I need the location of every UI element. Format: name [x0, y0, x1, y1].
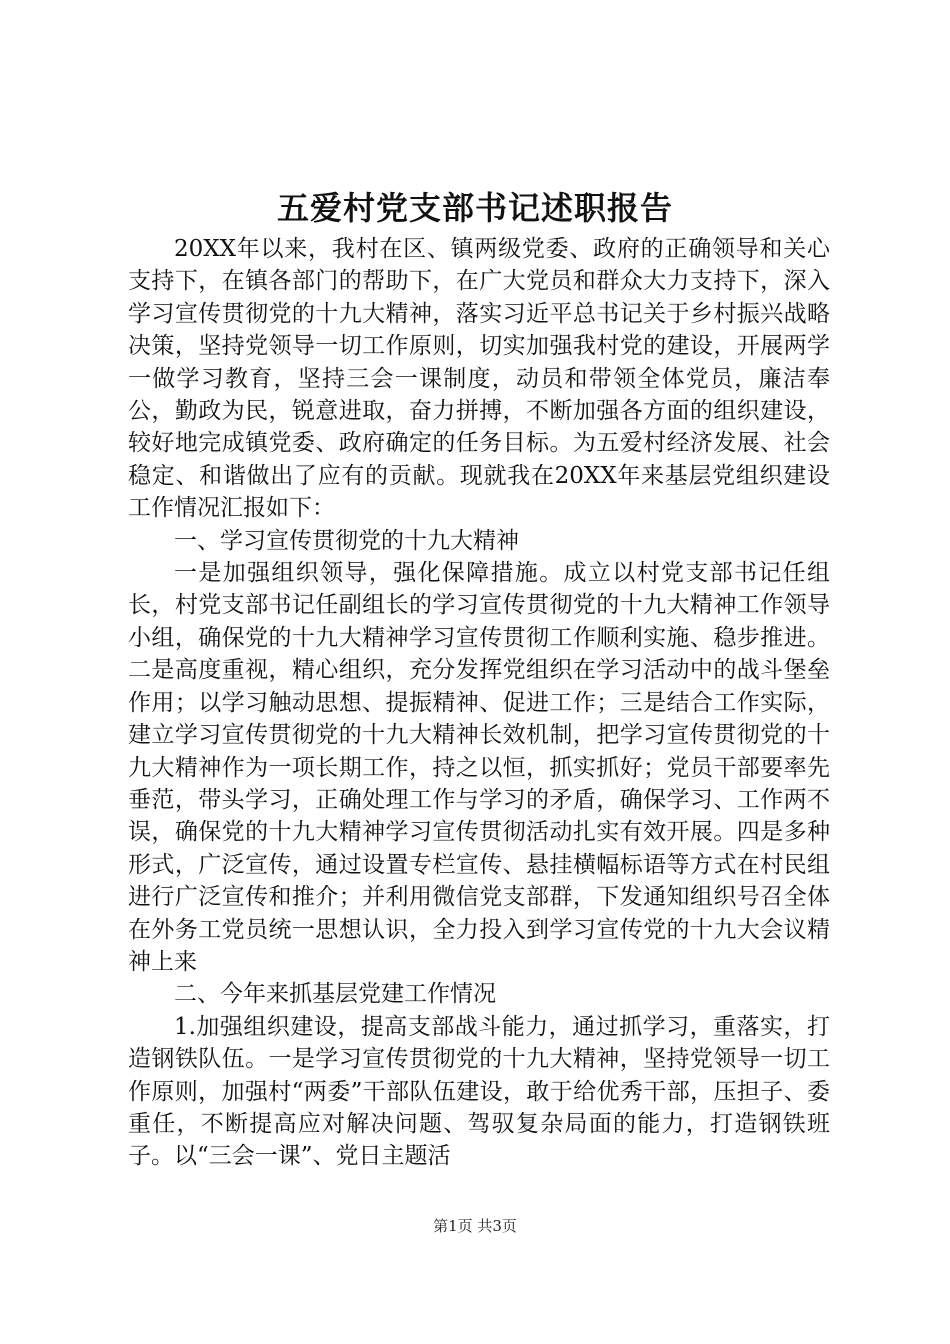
paragraph-intro: 20XX年以来，我村在区、镇两级党委、政府的正确领导和关心支持下，在镇各部门的帮助下，在广大党员和群众大力支持下，深入学习宣传贯彻党的十九大精神，落实习近平总书记关于乡村振兴战略决策，坚持党领导一切工作原则，切实加强我村党的建设，开展两学一做学习教育，坚持三会一课制度，动员和带领全体党员，廉洁奉公，勤政为民，锐意进取，奋力拼搏，不断加强各方面的组织建设，较好地完成镇党委、政府确定的任务目标。为五爱村经济发展、社会稳定、和谐做出了应有的贡献。现就我在20XX年来基层党组织建设工作情况汇报如下：	[128, 236, 830, 522]
page-footer: 第1页 共3页	[433, 1217, 517, 1235]
section-heading-2: 二、今年来抓基层党建工作情况	[174, 981, 496, 1008]
section-heading-1: 一、学习宣传贯彻党的十九大精神	[174, 527, 519, 554]
document-title: 五爱村党支部书记述职报告	[276, 189, 673, 227]
document-body	[128, 233, 830, 1173]
paragraph-section-2: 1.加强组织建设，提高支部战斗能力，通过抓学习，重落实，打造钢铁队伍。一是学习宣传贯彻党的十九大精神，坚持党领导一切工作原则，加强村“两委”干部队伍建设，敢于给优秀干部，压担子、委重任，不断提高应对解决问题、驾驭复杂局面的能力，打造钢铁班子。以“三会一课”、党日主题活	[128, 1013, 830, 1170]
paragraph-section-1: 一是加强组织领导，强化保障措施。成立以村党支部书记任组长，村党支部书记任副组长的学习宣传贯彻党的十九大精神工作领导小组，确保党的十九大精神学习宣传贯彻工作顺利实施、稳步推进。二是高度重视，精心组织，充分发挥党组织在学习活动中的战斗堡垒作用；以学习触动思想、提振精神、促进工作；三是结合工作实际，建立学习宣传贯彻党的十九大精神长效机制，把学习宣传贯彻党的十九大精神作为一项长期工作，持之以恒，抓实抓好；党员干部要率先垂范，带头学习，正确处理工作与学习的矛盾，确保学习、工作两不误，确保党的十九大精神学习宣传贯彻活动扎实有效开展。四是多种形式，广泛宣传，通过设置专栏宣传、悬挂横幅标语等方式在村民组进行广泛宣传和推介；并利用微信党支部群，下发通知组织号召全体在外务工党员统一思想认识，全力投入到学习宣传党的十九大会议精神上来	[128, 560, 830, 975]
